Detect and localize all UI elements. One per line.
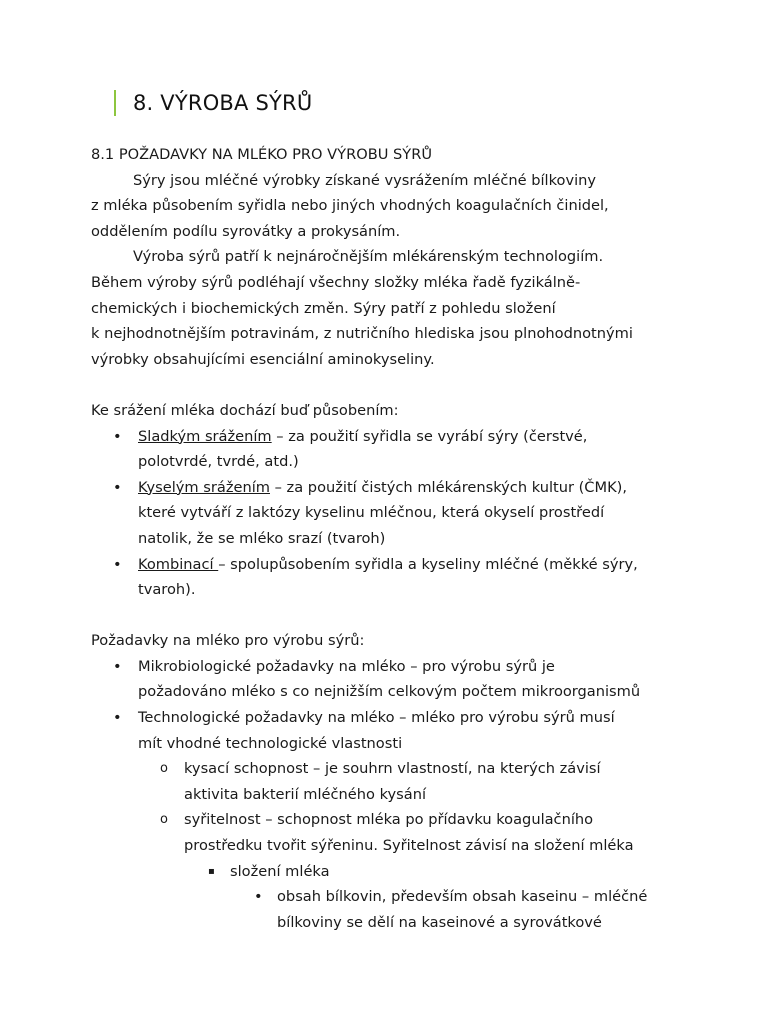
body-text	[91, 142, 691, 935]
list-text: Technologické požadavky na mléko – mléko pro výrobu sýrů musí	[138, 709, 615, 727]
bullet-disc: •	[113, 427, 122, 445]
paragraph-line: chemických i biochemických změn. Sýry patří z pohledu složení	[91, 299, 556, 317]
subsublist-item	[91, 859, 691, 885]
paragraph-line: oddělením podílu syrovátky a prokysáním.	[91, 222, 401, 240]
list-item-continuation: polotvrdé, tvrdé, atd.)	[138, 453, 299, 471]
list-term: Kombinací	[138, 555, 219, 573]
paragraph-line: výrobky obsahujícími esenciální aminokyseliny.	[91, 350, 435, 368]
list-item	[91, 705, 691, 731]
bullet-disc: •	[113, 709, 122, 727]
list-term: Kyselým srážením	[138, 478, 270, 496]
paragraph-line: k nejhodnotnějším potravinám, z nutričního hlediska jsou plnohodnotnými	[91, 325, 633, 343]
bullet-disc: •	[113, 657, 122, 675]
list-text: syřitelnost – schopnost mléka po přídavku koagulačního	[184, 811, 594, 829]
list-item-continuation: natolik, že se mléko srazí (tvaroh)	[138, 529, 386, 547]
blank-line	[91, 603, 691, 629]
list-text: složení mléka	[230, 862, 330, 880]
list-text: Mikrobiologické požadavky na mléko – pro výrobu sýrů je	[138, 657, 555, 675]
list-text: – za použití čistých mlékárenských kultur (ČMK),	[269, 478, 627, 496]
chapter-heading	[114, 88, 312, 118]
list-text: – za použití syřidla se vyrábí sýry (čerstvé,	[271, 427, 588, 445]
bullet-square: ▪	[208, 865, 215, 877]
bullet-disc: •	[254, 888, 263, 906]
bullet-disc: •	[113, 478, 122, 496]
list-text: obsah bílkovin, především obsah kaseinu – mléčné	[277, 888, 648, 906]
list-item-continuation: mít vhodné technologické vlastnosti	[138, 734, 403, 752]
list-text: kysací schopnost – je souhrn vlastností, na kterých závisí	[184, 760, 601, 778]
section-title: 8.1 POŽADAVKY NA MLÉKO PRO VÝROBU SÝRŮ	[91, 146, 433, 163]
chapter-title: 8. VÝROBA SÝRŮ	[133, 91, 313, 115]
sublist-item	[91, 807, 691, 833]
list-intro: Požadavky na mléko pro výrobu sýrů:	[91, 632, 365, 650]
list-item	[91, 475, 691, 501]
list-text: – spolupůsobením syřidla a kyseliny mléčné (měkké sýry,	[218, 555, 638, 573]
sublist-item	[91, 756, 691, 782]
list-item	[91, 654, 691, 680]
sublist-item-continuation: prostředku tvořit sýřeninu. Syřitelnost závisí na složení mléka	[184, 837, 634, 855]
bullet-circle: o	[160, 761, 168, 777]
list-intro: Ke srážení mléka dochází buď působením:	[91, 401, 399, 419]
paragraph-line: Výroba sýrů patří k nejnáročnějším mlékárenským technologiím.	[133, 248, 604, 266]
paragraph-line: Sýry jsou mléčné výrobky získané vysrážením mléčné bílkoviny	[133, 171, 597, 189]
paragraph-line: z mléka působením syřidla nebo jiných vhodných koagulačních činidel,	[91, 197, 609, 215]
list-item-continuation: které vytváří z laktózy kyselinu mléčnou, která okyselí prostředí	[138, 504, 605, 522]
paragraph-line: Během výroby sýrů podléhají všechny složky mléka řadě fyzikálně-	[91, 273, 581, 291]
list-item	[91, 424, 691, 450]
list-item-continuation: tvaroh).	[138, 581, 196, 599]
level4-list-item	[91, 884, 691, 910]
bullet-disc: •	[113, 555, 122, 573]
list-term: Sladkým srážením	[138, 427, 272, 445]
sublist-item-continuation: aktivita bakterií mléčného kysání	[184, 785, 427, 803]
level4-list-item-continuation: bílkoviny se dělí na kaseinové a syrovátkové	[277, 913, 602, 931]
heading-accent-bar	[114, 90, 116, 116]
list-item-continuation: požadováno mléko s co nejnižším celkovým počtem mikroorganismů	[138, 683, 641, 701]
bullet-circle: o	[160, 812, 168, 828]
list-item	[91, 552, 691, 578]
blank-line	[91, 372, 691, 398]
